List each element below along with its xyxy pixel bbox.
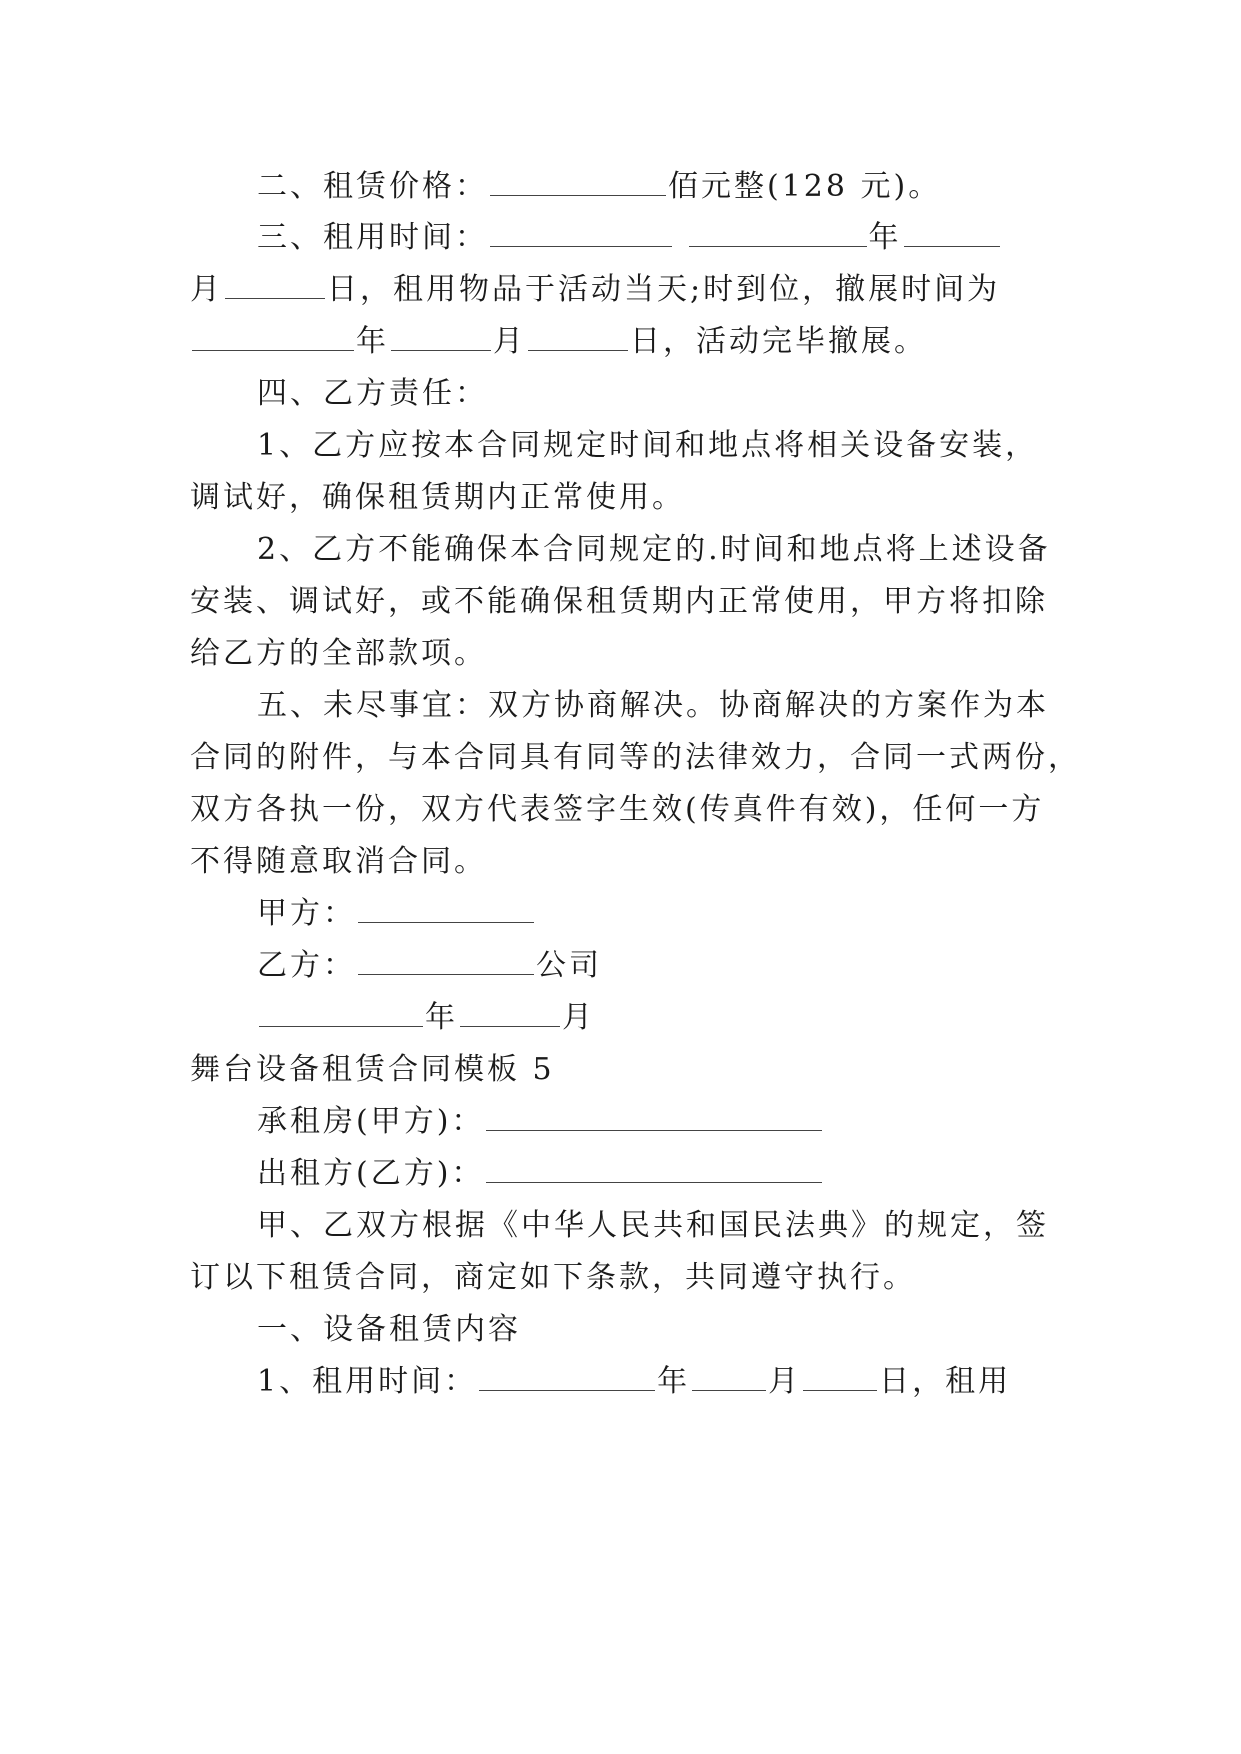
paragraph-line: 1、乙方应按本合同规定时间和地点将相关设备安装， — [257, 428, 1039, 463]
paragraph-line: 调试好，确保租赁期内正常使用。 — [190, 480, 685, 515]
paragraph-line: 甲、乙双方根据《中华人民共和国民法典》的规定，签 — [257, 1208, 1049, 1243]
clause-3-time: 三、租用时间： 年 — [257, 218, 1002, 258]
blank-field[interactable] — [192, 324, 354, 351]
clause-3-time-end: 年 月 日，活动完毕撤展。 — [190, 322, 927, 362]
blank-field[interactable] — [490, 169, 666, 196]
paragraph-line: 订以下租赁合同，商定如下条款，共同遵守执行。 — [190, 1260, 916, 1295]
lessee-field: 承租房(甲方)： — [257, 1102, 824, 1142]
paragraph-line: 双方各执一份，双方代表签字生效(传真件有效)，任何一方 — [190, 792, 1045, 827]
blank-field[interactable] — [259, 1000, 423, 1027]
paragraph-line: 合同的附件，与本合同具有同等的法律效力，合同一式两份， — [190, 740, 1081, 775]
paragraph-line: 2、乙方不能确保本合同规定的.时间和地点将上述设备 — [257, 532, 1051, 567]
template-title: 舞台设备租赁合同模板 5 — [190, 1052, 555, 1087]
party-a-signature: 甲方： — [257, 894, 536, 934]
blank-field[interactable] — [904, 220, 1000, 247]
paragraph-line: 安装、调试好，或不能确保租赁期内正常使用，甲方将扣除 — [190, 584, 1048, 619]
blank-field[interactable] — [479, 1364, 655, 1391]
paragraph-line: 给乙方的全部款项。 — [190, 636, 487, 671]
section-heading: 一、设备租赁内容 — [257, 1312, 521, 1347]
clause-2-price: 二、租赁价格： 佰元整(128 元)。 — [257, 169, 942, 204]
party-b-signature: 乙方： 公司 — [257, 948, 602, 983]
paragraph-line: 五、未尽事宜：双方协商解决。协商解决的方案作为本 — [257, 688, 1049, 723]
signature-date: 年 月 — [257, 998, 595, 1038]
blank-field[interactable] — [225, 272, 325, 299]
paragraph-line: 不得随意取消合同。 — [190, 844, 487, 879]
blank-field[interactable] — [391, 324, 491, 351]
blank-field[interactable] — [486, 1104, 822, 1131]
lessor-field: 出租方(乙方)： — [257, 1154, 824, 1194]
blank-field[interactable] — [528, 324, 628, 351]
section-heading: 四、乙方责任： — [257, 376, 488, 411]
blank-field[interactable] — [358, 948, 534, 975]
blank-field[interactable] — [486, 1156, 822, 1183]
blank-field[interactable] — [460, 1000, 560, 1027]
blank-field[interactable] — [490, 220, 672, 247]
blank-field[interactable] — [692, 1364, 766, 1391]
rental-time-line: 1、租用时间： 年 月 日，租用 — [257, 1364, 1012, 1399]
blank-field[interactable] — [358, 896, 534, 923]
blank-field[interactable] — [803, 1364, 877, 1391]
clause-3-time-cont: 月 日，租用物品于活动当天;时到位，撤展时间为 — [190, 272, 1001, 307]
blank-field[interactable] — [689, 220, 867, 247]
